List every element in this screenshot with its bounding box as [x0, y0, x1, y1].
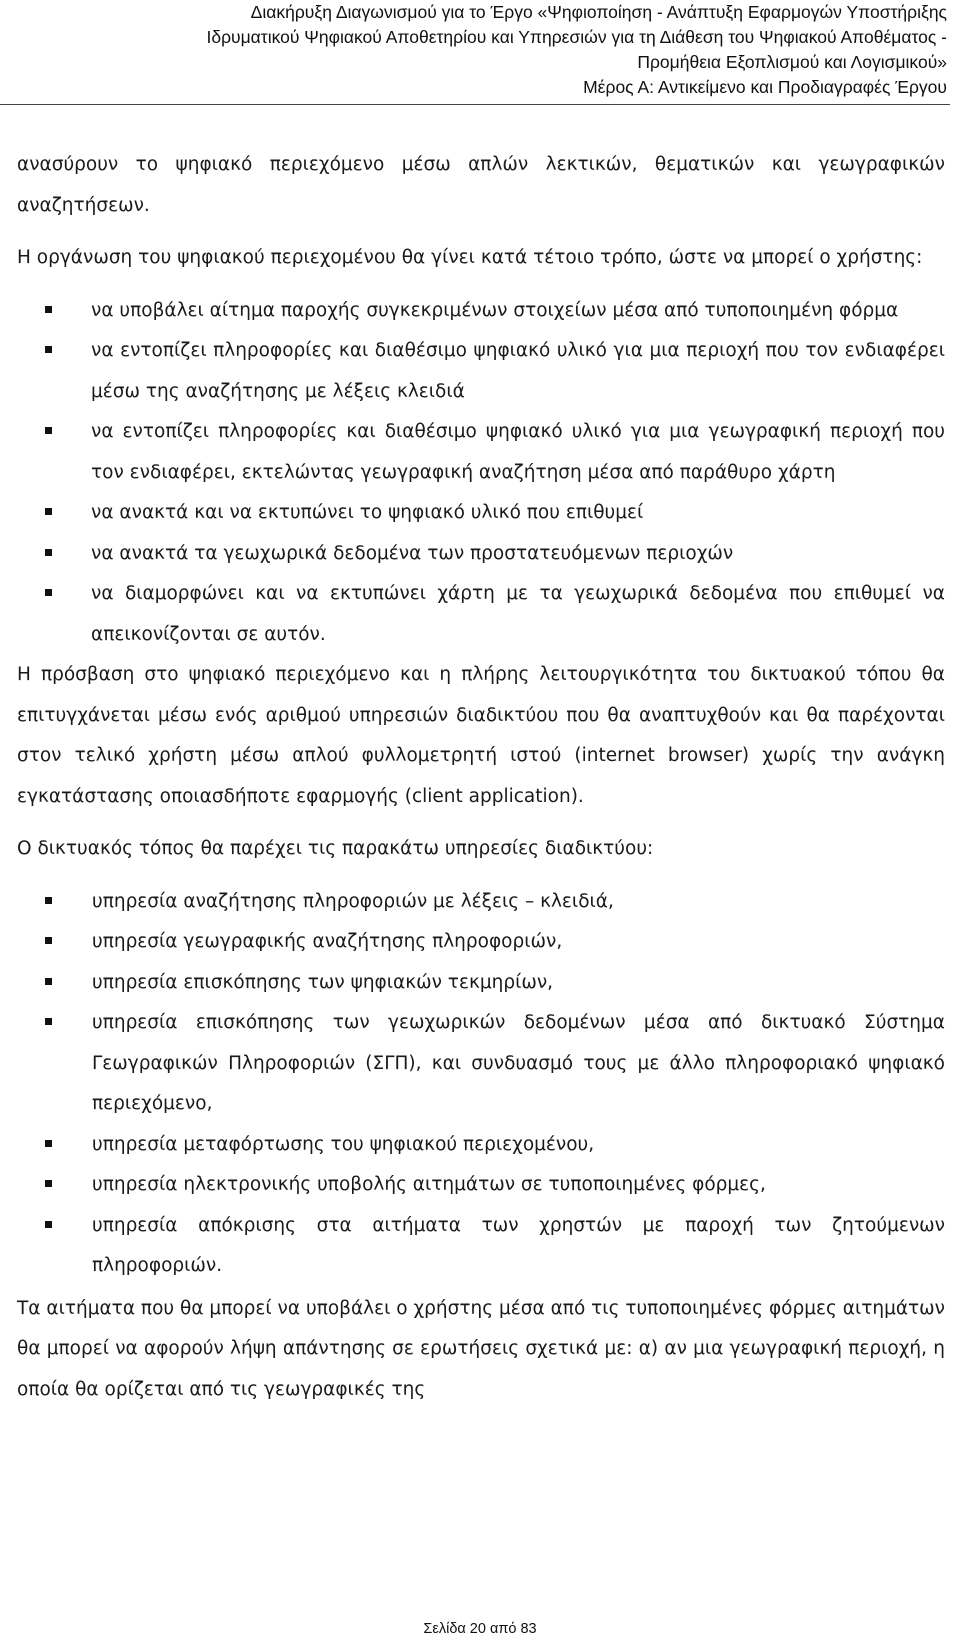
list-item	[17, 574, 945, 655]
square-bullet-icon	[45, 346, 52, 353]
list-item	[17, 291, 945, 332]
web-services-list	[17, 882, 945, 1287]
list-item	[17, 922, 945, 963]
square-bullet-icon	[45, 549, 52, 556]
list-item-text: υπηρεσία αναζήτησης πληροφοριών με λέξεις – κλειδιά,	[92, 890, 614, 912]
page-number: Σελίδα 20 από 83	[423, 1621, 537, 1637]
list-item-text: να εντοπίζει πληροφορίες και διαθέσιμο ψηφιακό υλικό για μια γεωγραφική περιοχή που τον ενδιαφέρει, εκτελώντας γεωγραφική αναζήτηση μέσα από παράθυρο χάρτη	[91, 421, 945, 483]
list-item-text: να ανακτά τα γεωχωρικά δεδομένα των προστατευόμενων περιοχών	[91, 542, 734, 564]
header-line-3: Προμήθεια Εξοπλισμού και Λογισμικού»	[637, 52, 947, 72]
list-item-text: να ανακτά και να εκτυπώνει το ψηφιακό υλικό που επιθυμεί	[91, 502, 644, 523]
square-bullet-icon	[45, 589, 52, 596]
paragraph-requests: Τα αιτήματα που θα μπορεί να υποβάλει ο χρήστης μέσα από τις τυποποιημένες φόρμες αιτημάτων θα μπορεί να αφορούν λήψη απάντησης σε ερωτήσεις σχετικά με: α) αν μια γεωγραφική περιοχή, η οποία θα ορίζεται από τις γεωγραφικές της	[17, 1297, 945, 1400]
square-bullet-icon	[45, 1180, 52, 1187]
header-line-2: Ιδρυματικού Ψηφιακού Αποθετηρίου και Υπηρεσιών για τη Διάθεση του Ψηφιακού Αποθέματος -	[206, 27, 947, 47]
header-line-4: Μέρος Α: Αντικείμενο και Προδιαγραφές Έργου	[583, 77, 947, 97]
paragraph-search-intro: ανασύρουν το ψηφιακό περιεχόμενο μέσω απλών λεκτικών, θεματικών και γεωγραφικών αναζητήσεων.	[17, 154, 945, 216]
paragraph-access: Η πρόσβαση στο ψηφιακό περιεχόμενο και η πλήρης λειτουργικότητα του δικτυακού τόπου θα επιτυγχάνεται μέσω ενός αριθμού υπηρεσιών διαδικτύου που θα αναπτυχθούν και θα παρέχονται στον τελικό χρήστη μέσω απλού φυλλομετρητή ιστού (internet browser) χωρίς την ανάγκη εγκατάστασης οποιασδήποτε εφαρμογής (client application).	[17, 664, 945, 807]
square-bullet-icon	[45, 508, 52, 515]
paragraph-services-intro: Ο δικτυακός τόπος θα παρέχει τις παρακάτω υπηρεσίες διαδικτύου:	[17, 838, 654, 859]
square-bullet-icon	[45, 978, 52, 985]
square-bullet-icon	[45, 1221, 52, 1228]
header-line-1: Διακήρυξη Διαγωνισμού για το Έργο «Ψηφιοποίηση - Ανάπτυξη Εφαρμογών Υποστήριξης	[250, 2, 947, 22]
header-divider	[0, 104, 950, 105]
list-item	[17, 1206, 945, 1287]
list-item-text: να διαμορφώνει και να εκτυπώνει χάρτη με τα γεωχωρικά δεδομένα που επιθυμεί να απεικονίζονται σε αυτόν.	[91, 583, 945, 645]
list-item	[17, 412, 945, 493]
square-bullet-icon	[45, 306, 52, 313]
square-bullet-icon	[45, 1140, 52, 1147]
list-item-text: υπηρεσία ηλεκτρονικής υποβολής αιτημάτων σε τυποποιημένες φόρμες,	[92, 1174, 766, 1195]
square-bullet-icon	[45, 427, 52, 434]
list-item-text: υπηρεσία επισκόπησης των γεωχωρικών δεδομένων μέσα από δικτυακό Σύστημα Γεωγραφικών Πληροφοριών (ΣΓΠ), και συνδυασμό τους με άλλο πληροφοριακό ψηφιακό περιεχόμενο,	[92, 1012, 945, 1114]
list-item	[17, 1125, 945, 1166]
user-capabilities-list	[17, 291, 945, 656]
document-body	[17, 145, 945, 1410]
list-item-text: να εντοπίζει πληροφορίες και διαθέσιμο ψηφιακό υλικό για μια περιοχή που τον ενδιαφέρει μέσω της αναζήτησης με λέξεις κλειδιά	[91, 340, 945, 402]
list-item	[17, 534, 945, 575]
list-item	[17, 963, 945, 1004]
list-item-text: υπηρεσία μεταφόρτωσης του ψηφιακού περιεχομένου,	[92, 1133, 595, 1155]
list-item-text: υπηρεσία γεωγραφικής αναζήτησης πληροφοριών,	[92, 931, 563, 952]
list-item	[17, 331, 945, 412]
list-item	[17, 882, 945, 923]
list-item-text: υπηρεσία επισκόπησης των ψηφιακών τεκμηρίων,	[92, 971, 554, 993]
list-item	[17, 1003, 945, 1125]
paragraph-organization: Η οργάνωση του ψηφιακού περιεχομένου θα γίνει κατά τέτοιο τρόπο, ώστε να μπορεί ο χρήστης:	[17, 247, 923, 268]
list-item-text: να υποβάλει αίτημα παροχής συγκεκριμένων στοιχείων μέσα από τυποποιημένη φόρμα	[91, 299, 899, 321]
page-header	[0, 0, 947, 100]
list-item	[17, 493, 945, 534]
square-bullet-icon	[45, 937, 52, 944]
square-bullet-icon	[45, 1018, 52, 1025]
square-bullet-icon	[45, 897, 52, 904]
list-item-text: υπηρεσία απόκρισης στα αιτήματα των χρηστών με παροχή των ζητούμενων πληροφοριών.	[92, 1214, 945, 1276]
list-item	[17, 1165, 945, 1206]
